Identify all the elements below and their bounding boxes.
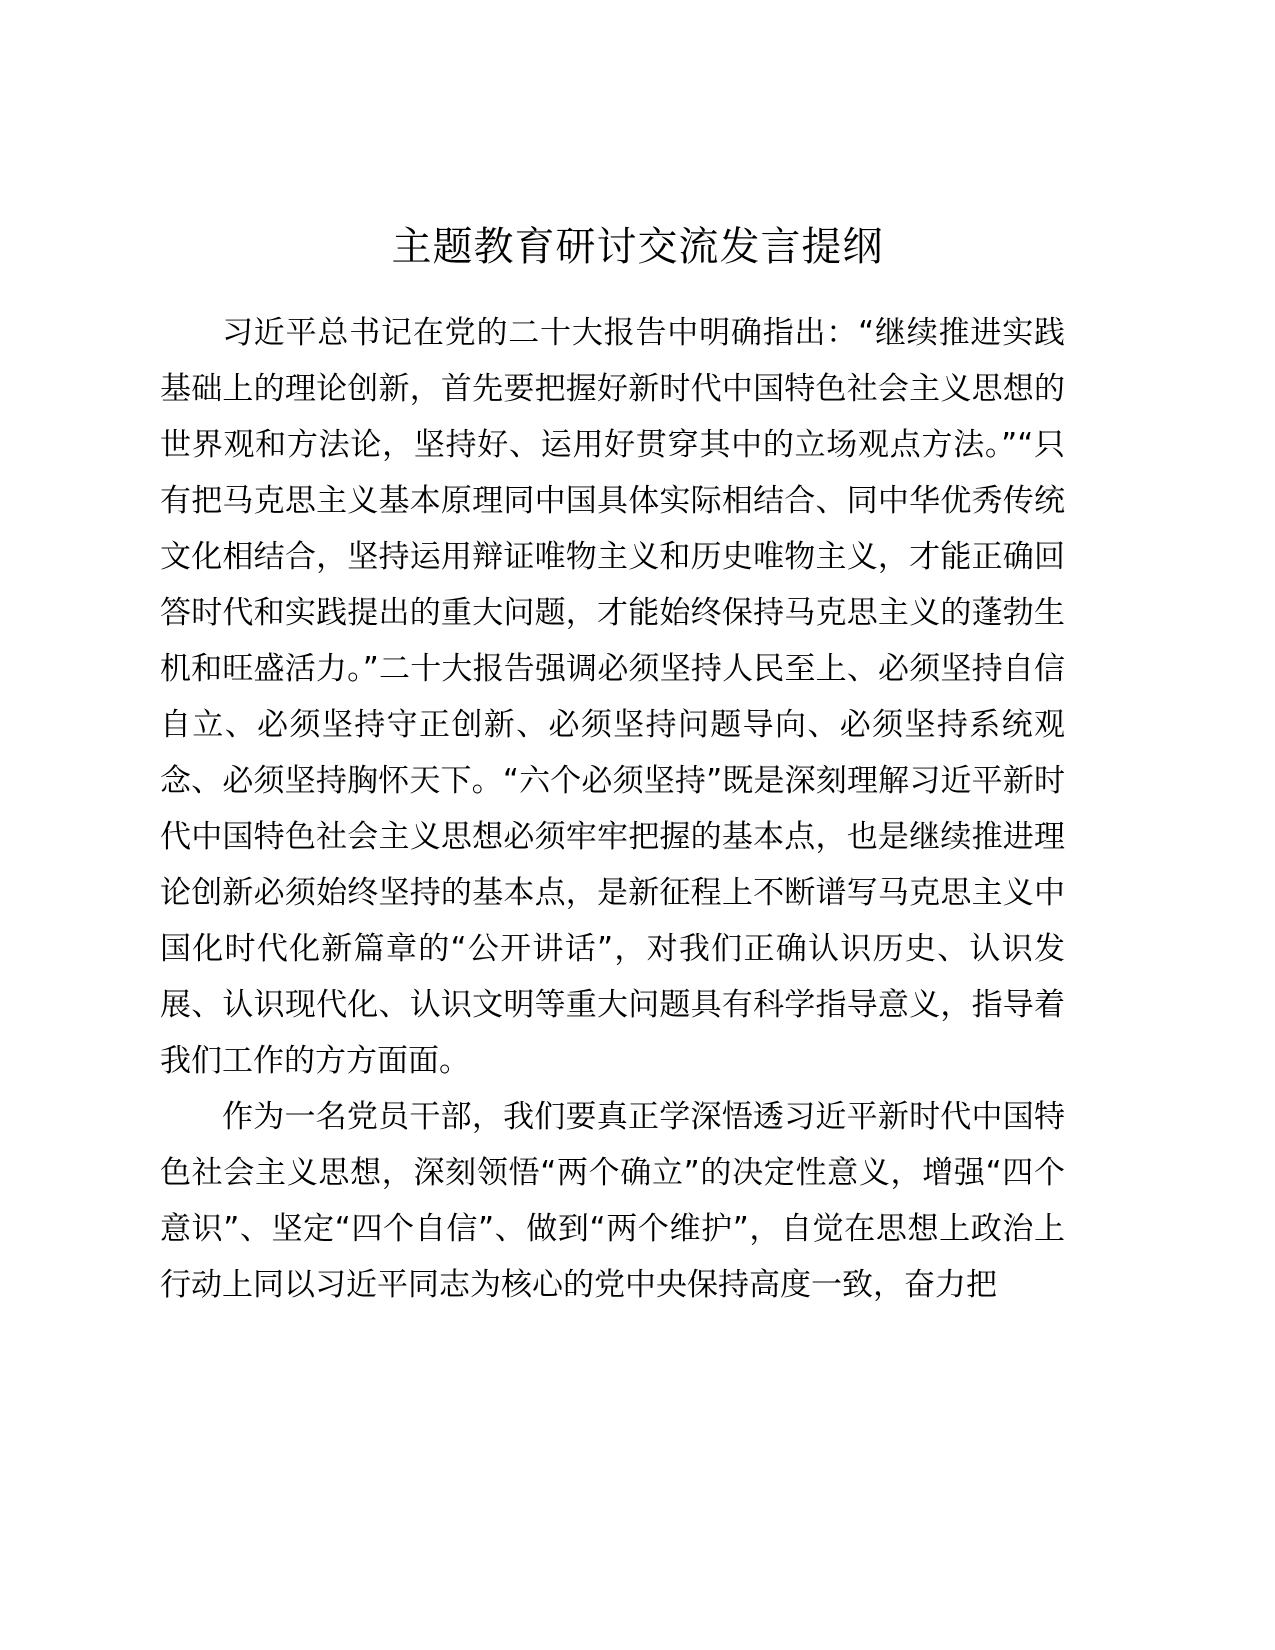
document-title: 主题教育研讨交流发言提纲 (391, 224, 884, 270)
body-paragraph-1: 习近平总书记在党的二十大报告中明确指出：“继续推进实践基础上的理论创新，首先要把握好新时代中国特色社会主义思想的世界观和方法论，坚持好、运用好贯穿其中的立场观点方法。”“只有把马克思主义基本原理同中国具体实际相结合、同中华优秀传统文化相结合，坚持运用辩证唯物主义和历史唯物主义，才能正确回答时代和实践提出的重大问题，才能始终保持马克思主义的蓬勃生机和旺盛活力。”二十大报告强调必须坚持人民至上、必须坚持自信自立、必须坚持守正创新、必须坚持问题导向、必须坚持系统观念、必须坚持胸怀天下。“六个必须坚持”既是深刻理解习近平新时代中国特色社会主义思想必须牢牢把握的基本点，也是继续推进理论创新必须始终坚持的基本点，是新征程上不断谱写马克思主义中国化时代化新篇章的“公开讲话”，对我们正确认识历史、认识发展、认识现代化、认识文明等重大问题具有科学指导意义，指导着我们工作的方方面面。 (160, 315, 1065, 1079)
body-paragraph-2: 作为一名党员干部，我们要真正学深悟透习近平新时代中国特色社会主义思想，深刻领悟“两个确立”的决定性意义，增强“四个意识”、坚定“四个自信”、做到“两个维护”，自觉在思想上政治上行动上同以习近平同志为核心的党中央保持高度一致，奋力把 (160, 1099, 1065, 1303)
document-body (160, 305, 1065, 1313)
